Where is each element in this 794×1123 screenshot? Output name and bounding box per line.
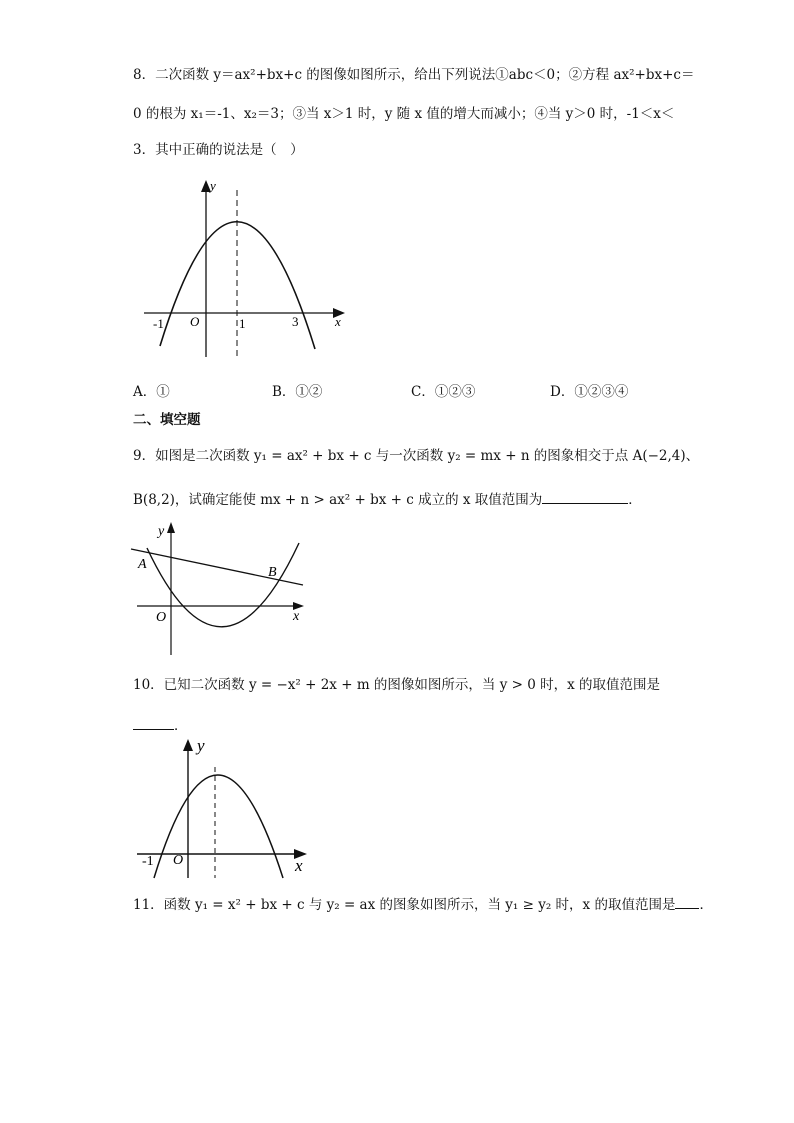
q8-tick-neg1: -1 bbox=[153, 316, 164, 331]
q9-x-label: x bbox=[293, 609, 300, 624]
q10-line-1: 10．已知二次函数 y = −x² + 2x + m 的图像如图所示，当 y > 0 时，x 的取值范围是 bbox=[133, 677, 661, 693]
q9-answer-blank[interactable] bbox=[542, 489, 628, 504]
q9-graph bbox=[133, 519, 313, 659]
q8-option-c[interactable]: C．①②③ bbox=[411, 384, 476, 400]
q9-parabola-curve bbox=[147, 543, 299, 627]
q11-line-1 bbox=[133, 894, 713, 914]
q8-parabola-graph bbox=[138, 176, 358, 366]
q10-y-arrow bbox=[183, 739, 193, 751]
q9-point-b-label: B bbox=[268, 565, 277, 580]
q10-line-2-end: ． bbox=[174, 718, 188, 734]
q10-parabola-graph bbox=[133, 733, 323, 883]
q8-line-2: 0 的根为 x₁＝-1、x₂＝3；③当 x＞1 时，y 随 x 值的增大而减小；④当 y＞0 时，-1＜x＜ bbox=[133, 106, 675, 122]
q8-option-d[interactable]: D．①②③④ bbox=[550, 384, 629, 400]
q9-origin-label: O bbox=[156, 610, 167, 625]
q8-tick-1: 1 bbox=[239, 316, 246, 331]
q10-line-2 bbox=[133, 715, 188, 735]
q9-y-arrow bbox=[167, 522, 175, 533]
q8-x-label: x bbox=[335, 314, 341, 329]
q10-tick-neg1: -1 bbox=[142, 854, 154, 869]
q9-line-2 bbox=[133, 489, 642, 509]
q8-tick-3: 3 bbox=[292, 314, 299, 329]
q10-answer-blank[interactable] bbox=[133, 715, 174, 730]
q9-y-label: y bbox=[158, 524, 165, 539]
q10-origin-label: O bbox=[173, 853, 184, 868]
q9-line-2-text: B(8,2)，试确定能使 mx + n > ax² + bx + c 成立的 x 取值范围为 bbox=[133, 492, 543, 508]
q9-point-a-label: A bbox=[138, 557, 147, 572]
q11-text: 11．函数 y₁ = x² + bx + c 与 y₂ = ax 的图象如图所示，当 y₁ ≥ y₂ 时，x 的取值范围是 bbox=[133, 897, 676, 913]
q8-option-a[interactable]: A．① bbox=[133, 384, 170, 400]
q8-line-1: 8．二次函数 y＝ax²+bx+c 的图像如图所示，给出下列说法①abc＜0；②方程 ax²+bx+c＝ bbox=[133, 67, 695, 83]
section-title-fill-in: 二、填空题 bbox=[133, 412, 201, 428]
q8-origin-label: O bbox=[190, 314, 200, 329]
q10-y-label: y bbox=[197, 736, 205, 755]
q8-option-b[interactable]: B．①② bbox=[272, 384, 323, 400]
q9-line-1: 9．如图是二次函数 y₁ = ax² + bx + c 与一次函数 y₂ = mx + n 的图象相交于点 A(−2,4)、 bbox=[133, 448, 700, 464]
q10-x-label: x bbox=[295, 856, 303, 875]
q9-line-2-end: ． bbox=[628, 492, 642, 508]
q11-line-end: ． bbox=[699, 897, 713, 913]
q11-answer-blank[interactable] bbox=[675, 894, 699, 909]
q8-line-3: 3．其中正确的说法是（ ） bbox=[133, 142, 304, 158]
q8-y-label: y bbox=[210, 178, 216, 193]
